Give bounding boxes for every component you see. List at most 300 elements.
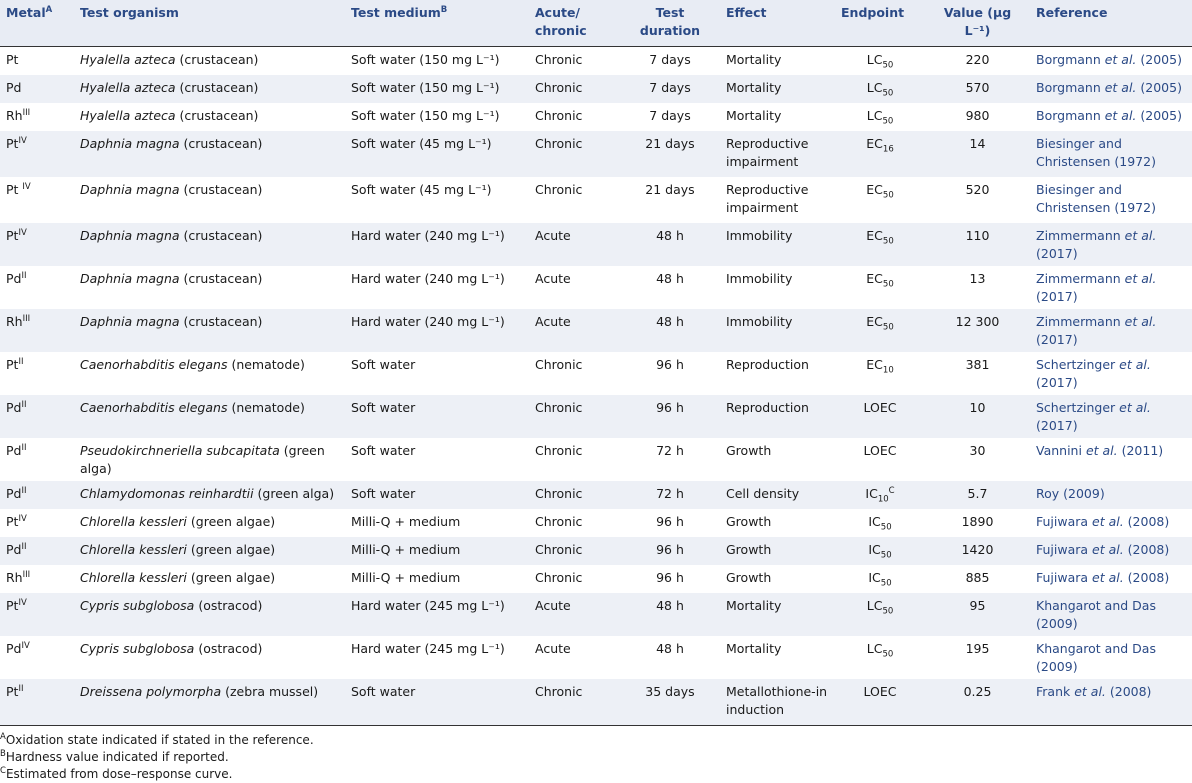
duration-cell (620, 266, 720, 309)
acute-chronic-text: Chronic (535, 443, 583, 458)
organism-cell (74, 75, 345, 103)
reference-et-al: et al. (1092, 514, 1124, 529)
reference-link[interactable] (1036, 400, 1151, 433)
oxidation-state: II (21, 399, 27, 410)
medium-text: Soft water (351, 400, 416, 415)
metal-symbol: Rh (6, 314, 23, 329)
endpoint-cell (835, 47, 925, 76)
oxidation-state: III (22, 569, 31, 580)
table-header (0, 0, 1192, 47)
reference-author: Roy (2009) (1036, 486, 1105, 501)
reference-cell[interactable] (1030, 131, 1192, 177)
organism-name: Caenorhabditis elegans (80, 400, 228, 415)
metal-symbol: Rh (6, 570, 23, 585)
duration-text: 21 days (645, 136, 695, 151)
metal-symbol: Pd (6, 486, 22, 501)
reference-link[interactable] (1036, 182, 1156, 215)
value-cell (925, 177, 1030, 223)
medium-text: Hard water (240 mg L⁻¹) (351, 228, 505, 243)
endpoint-subscript: 50 (882, 190, 894, 201)
acute-chronic-cell (529, 177, 620, 223)
reference-link[interactable] (1036, 598, 1156, 631)
duration-cell (620, 509, 720, 537)
metal-symbol: Pd (6, 80, 22, 95)
duration-cell (620, 395, 720, 438)
duration-text: 48 h (656, 271, 684, 286)
footnote-text: Estimated from dose–response curve. (5, 767, 233, 781)
table-row (0, 266, 1192, 309)
value-text: 195 (965, 641, 990, 656)
duration-cell (620, 75, 720, 103)
duration-text: 48 h (656, 641, 684, 656)
endpoint-cell (835, 679, 925, 726)
metal-cell (0, 438, 74, 481)
effect-text: Immobility (726, 228, 793, 243)
value-text: 14 (969, 136, 986, 151)
table-row (0, 309, 1192, 352)
footnote-mark: A (0, 732, 6, 742)
endpoint-text: EC (866, 271, 883, 286)
oxidation-state: IV (18, 597, 27, 608)
medium-cell (345, 266, 529, 309)
metal-cell (0, 223, 74, 266)
endpoint-cell (835, 177, 925, 223)
reference-year: (2008) (1123, 570, 1170, 585)
reference-author: Borgmann (1036, 80, 1105, 95)
value-text: 885 (965, 570, 990, 585)
acute-chronic-cell (529, 481, 620, 509)
acute-chronic-text: Acute (535, 228, 571, 243)
oxidation-state: IV (18, 227, 27, 238)
organism-cell (74, 509, 345, 537)
footnote-text: Hardness value indicated if reported. (5, 750, 229, 764)
acute-chronic-text: Chronic (535, 514, 583, 529)
duration-text: 48 h (656, 228, 684, 243)
metal-symbol: Pd (6, 641, 22, 656)
value-cell (925, 47, 1030, 76)
reference-cell[interactable] (1030, 266, 1192, 309)
organism-name: Chlamydomonas reinhardtii (80, 486, 254, 501)
oxidation-state: IV (18, 135, 27, 146)
reference-year: (2017) (1036, 375, 1078, 390)
table-row (0, 438, 1192, 481)
reference-author: Biesinger and Christensen (1972) (1036, 182, 1156, 215)
endpoint-cell (835, 481, 925, 509)
organism-name: Cypris subglobosa (80, 598, 195, 613)
value-cell (925, 509, 1030, 537)
reference-link[interactable] (1036, 570, 1169, 585)
oxidation-state: II (21, 541, 27, 552)
endpoint-cell (835, 131, 925, 177)
organism-type: (green algae) (186, 542, 276, 557)
value-text: 30 (969, 443, 986, 458)
organism-type: (crustacean) (175, 52, 259, 67)
value-cell (925, 103, 1030, 131)
organism-name: Hyalella azteca (80, 52, 176, 67)
acute-chronic-cell (529, 223, 620, 266)
reference-cell[interactable] (1030, 352, 1192, 395)
reference-cell[interactable] (1030, 593, 1192, 636)
reference-et-al: et al. (1119, 400, 1151, 415)
effect-cell (720, 266, 835, 309)
duration-text: 7 days (649, 108, 691, 123)
reference-et-al: et al. (1124, 271, 1157, 286)
endpoint-text: EC (866, 314, 883, 329)
reference-cell[interactable] (1030, 679, 1192, 726)
reference-cell[interactable] (1030, 537, 1192, 565)
medium-cell (345, 352, 529, 395)
reference-year: (2008) (1105, 684, 1152, 699)
header-acute-chronic: Acute/ chronic (529, 0, 620, 47)
organism-cell (74, 438, 345, 481)
value-cell (925, 537, 1030, 565)
endpoint-subscript: 10 (877, 494, 889, 505)
oxidation-state: III (22, 107, 31, 118)
acute-chronic-cell (529, 565, 620, 593)
medium-cell (345, 438, 529, 481)
endpoint-text: IC (865, 486, 878, 501)
header-medium: Test medium$^B$ (345, 0, 529, 47)
endpoint-cell (835, 309, 925, 352)
acute-chronic-cell (529, 309, 620, 352)
table-footnotes (0, 726, 1192, 783)
footnote-mark: C (0, 766, 6, 776)
endpoint-subscript: 50 (882, 116, 894, 127)
reference-year: (2005) (1136, 52, 1182, 67)
organism-type: (crustacean) (179, 314, 263, 329)
metal-symbol: Pd (6, 443, 22, 458)
table-row (0, 177, 1192, 223)
value-text: 12 300 (955, 314, 1000, 329)
acute-chronic-cell (529, 352, 620, 395)
organism-cell (74, 266, 345, 309)
acute-chronic-cell (529, 266, 620, 309)
organism-name: Daphnia magna (80, 182, 180, 197)
value-cell (925, 593, 1030, 636)
endpoint-text: LC (866, 80, 883, 95)
footnote-text: Oxidation state indicated if stated in the reference. (5, 733, 314, 747)
reference-link[interactable] (1036, 641, 1156, 674)
reference-cell[interactable] (1030, 75, 1192, 103)
reference-author: Zimmermann (1036, 314, 1125, 329)
reference-cell[interactable] (1030, 223, 1192, 266)
organism-type: (ostracod) (194, 598, 263, 613)
metal-cell (0, 266, 74, 309)
effect-text: Mortality (726, 108, 782, 123)
acute-chronic-cell (529, 509, 620, 537)
endpoint-cell (835, 593, 925, 636)
reference-cell[interactable] (1030, 395, 1192, 438)
reference-et-al: et al. (1092, 570, 1124, 585)
organism-name: Caenorhabditis elegans (80, 357, 228, 372)
reference-link[interactable] (1036, 228, 1156, 261)
metal-cell (0, 509, 74, 537)
metal-cell (0, 309, 74, 352)
value-cell (925, 565, 1030, 593)
duration-cell (620, 177, 720, 223)
endpoint-subscript: 50 (882, 60, 894, 71)
endpoint-text: LC (866, 108, 883, 123)
organism-type: (green algae) (186, 570, 276, 585)
organism-cell (74, 593, 345, 636)
organism-type: (crustacean) (179, 136, 263, 151)
duration-cell (620, 593, 720, 636)
oxidation-state: III (22, 313, 31, 324)
medium-cell (345, 565, 529, 593)
reference-author: Borgmann (1036, 108, 1105, 123)
reference-cell[interactable] (1030, 103, 1192, 131)
value-text: 5.7 (967, 486, 988, 501)
endpoint-cell (835, 537, 925, 565)
medium-text: Soft water (45 mg L⁻¹) (351, 136, 492, 151)
metal-cell (0, 636, 74, 679)
endpoint-subscript: 50 (882, 606, 894, 617)
endpoint-cell (835, 438, 925, 481)
effect-cell (720, 537, 835, 565)
header-row (0, 0, 1192, 47)
endpoint-subscript: 50 (882, 236, 894, 247)
organism-type: (green alga) (253, 486, 335, 501)
oxidation-state: IV (21, 640, 30, 651)
value-text: 0.25 (963, 684, 992, 699)
footnote (0, 732, 1192, 749)
value-text: 381 (965, 357, 990, 372)
acute-chronic-text: Chronic (535, 684, 583, 699)
duration-cell (620, 636, 720, 679)
metal-symbol: Pt (6, 357, 19, 372)
organism-cell (74, 679, 345, 726)
effect-text: Cell density (726, 486, 800, 501)
acute-chronic-cell (529, 537, 620, 565)
effect-cell (720, 223, 835, 266)
table-row (0, 131, 1192, 177)
effect-text: Mortality (726, 52, 782, 67)
endpoint-footnote: C (888, 485, 895, 496)
reference-author: Biesinger and Christensen (1972) (1036, 136, 1156, 169)
organism-cell (74, 131, 345, 177)
duration-text: 35 days (645, 684, 695, 699)
medium-text: Milli-Q + medium (351, 570, 461, 585)
duration-cell (620, 679, 720, 726)
organism-name: Daphnia magna (80, 228, 180, 243)
duration-cell (620, 438, 720, 481)
organism-cell (74, 636, 345, 679)
endpoint-text: LC (866, 641, 883, 656)
value-text: 980 (965, 108, 990, 123)
table-row (0, 395, 1192, 438)
acute-chronic-cell (529, 593, 620, 636)
reference-cell[interactable] (1030, 177, 1192, 223)
table-body (0, 47, 1192, 726)
header-organism: Test organism (74, 0, 345, 47)
acute-chronic-cell (529, 679, 620, 726)
organism-cell (74, 481, 345, 509)
metal-cell (0, 131, 74, 177)
endpoint-text: IC (868, 570, 881, 585)
endpoint-subscript: 16 (882, 144, 894, 155)
endpoint-subscript: 50 (880, 522, 892, 533)
reference-link[interactable] (1036, 542, 1169, 557)
duration-text: 7 days (649, 80, 691, 95)
acute-chronic-cell (529, 131, 620, 177)
effect-cell (720, 103, 835, 131)
value-text: 95 (969, 598, 986, 613)
acute-chronic-text: Chronic (535, 570, 583, 585)
organism-name: Daphnia magna (80, 314, 180, 329)
reference-link[interactable] (1036, 443, 1163, 458)
duration-cell (620, 352, 720, 395)
endpoint-subscript: 50 (882, 322, 894, 333)
duration-text: 48 h (656, 598, 684, 613)
endpoint-cell (835, 636, 925, 679)
acute-chronic-text: Chronic (535, 52, 583, 67)
duration-cell (620, 131, 720, 177)
oxidation-state: II (21, 442, 27, 453)
reference-et-al: et al. (1074, 684, 1106, 699)
reference-link[interactable] (1036, 514, 1169, 529)
reference-link[interactable] (1036, 108, 1182, 123)
reference-author: Fujiwara (1036, 542, 1093, 557)
organism-type: (zebra mussel) (221, 684, 319, 699)
effect-cell (720, 509, 835, 537)
reference-link[interactable] (1036, 271, 1156, 304)
reference-cell[interactable] (1030, 636, 1192, 679)
reference-author: Schertzinger (1036, 357, 1120, 372)
organism-type: (crustacean) (175, 80, 259, 95)
table-row (0, 593, 1192, 636)
effect-text: Mortality (726, 80, 782, 95)
endpoint-text: EC (866, 357, 883, 372)
organism-name: Cypris subglobosa (80, 641, 195, 656)
reference-link[interactable] (1036, 357, 1151, 390)
endpoint-subscript: 50 (882, 649, 894, 660)
effect-cell (720, 131, 835, 177)
duration-text: 96 h (656, 400, 684, 415)
reference-cell[interactable] (1030, 481, 1192, 509)
acute-chronic-text: Acute (535, 641, 571, 656)
reference-cell[interactable] (1030, 47, 1192, 76)
reference-et-al: et al. (1124, 314, 1157, 329)
organism-cell (74, 177, 345, 223)
endpoint-cell (835, 266, 925, 309)
acute-chronic-text: Chronic (535, 400, 583, 415)
effect-cell (720, 47, 835, 76)
endpoint-text: EC (866, 228, 883, 243)
metal-cell (0, 47, 74, 76)
duration-text: 21 days (645, 182, 695, 197)
metal-cell (0, 177, 74, 223)
effect-text: Immobility (726, 271, 793, 286)
effect-text: Reproductive impairment (726, 136, 809, 169)
reference-cell[interactable] (1030, 565, 1192, 593)
reference-link[interactable] (1036, 684, 1151, 699)
effect-text: Growth (726, 514, 772, 529)
metal-cell (0, 593, 74, 636)
reference-link[interactable] (1036, 136, 1156, 169)
reference-link[interactable] (1036, 314, 1156, 347)
metal-symbol: Pt (6, 514, 19, 529)
effect-cell (720, 481, 835, 509)
metal-cell (0, 565, 74, 593)
duration-cell (620, 481, 720, 509)
effect-cell (720, 352, 835, 395)
reference-cell[interactable] (1030, 438, 1192, 481)
endpoint-text: EC (866, 136, 883, 151)
reference-et-al: et al. (1104, 108, 1137, 123)
metal-symbol: Pt (6, 598, 19, 613)
effect-text: Mortality (726, 641, 782, 656)
effect-text: Reproductive impairment (726, 182, 809, 215)
medium-cell (345, 223, 529, 266)
value-text: 110 (965, 228, 990, 243)
reference-et-al: et al. (1119, 357, 1151, 372)
reference-link[interactable] (1036, 52, 1182, 67)
reference-cell[interactable] (1030, 309, 1192, 352)
organism-name: Daphnia magna (80, 136, 180, 151)
effect-cell (720, 75, 835, 103)
reference-author: Schertzinger (1036, 400, 1120, 415)
medium-text: Milli-Q + medium (351, 542, 461, 557)
reference-link[interactable] (1036, 80, 1182, 95)
reference-year: (2008) (1123, 542, 1170, 557)
organism-type: (nematode) (227, 357, 305, 372)
endpoint-text: LC (866, 598, 883, 613)
endpoint-text: IC (868, 542, 881, 557)
metal-symbol: Pt (6, 182, 23, 197)
organism-name: Chlorella kessleri (80, 570, 187, 585)
endpoint-text: EC (866, 182, 883, 197)
effect-cell (720, 309, 835, 352)
medium-cell (345, 636, 529, 679)
effect-text: Mortality (726, 598, 782, 613)
reference-year: (2005) (1136, 108, 1182, 123)
acute-chronic-text: Acute (535, 314, 571, 329)
organism-name: Hyalella azteca (80, 80, 176, 95)
table-row (0, 223, 1192, 266)
duration-text: 96 h (656, 570, 684, 585)
reference-year: (2005) (1136, 80, 1182, 95)
duration-cell (620, 309, 720, 352)
reference-year: (2008) (1123, 514, 1170, 529)
reference-link[interactable] (1036, 486, 1105, 501)
endpoint-cell (835, 509, 925, 537)
acute-chronic-cell (529, 103, 620, 131)
metal-symbol: Pt (6, 52, 19, 67)
duration-text: 72 h (656, 443, 684, 458)
metal-cell (0, 75, 74, 103)
reference-et-al: et al. (1104, 52, 1137, 67)
medium-cell (345, 177, 529, 223)
medium-cell (345, 103, 529, 131)
duration-text: 96 h (656, 357, 684, 372)
metal-cell (0, 679, 74, 726)
organism-type: (nematode) (227, 400, 305, 415)
table-row (0, 481, 1192, 509)
organism-cell (74, 223, 345, 266)
organism-cell (74, 395, 345, 438)
reference-author: Vannini (1036, 443, 1086, 458)
medium-text: Soft water (351, 443, 416, 458)
header-duration: Test duration (620, 0, 720, 47)
reference-cell[interactable] (1030, 509, 1192, 537)
medium-text: Hard water (240 mg L⁻¹) (351, 271, 505, 286)
effect-text: Growth (726, 443, 772, 458)
effect-text: Reproduction (726, 400, 809, 415)
acute-chronic-text: Acute (535, 598, 571, 613)
table-row (0, 47, 1192, 76)
endpoint-cell (835, 103, 925, 131)
endpoint-text: LOEC (863, 400, 897, 415)
